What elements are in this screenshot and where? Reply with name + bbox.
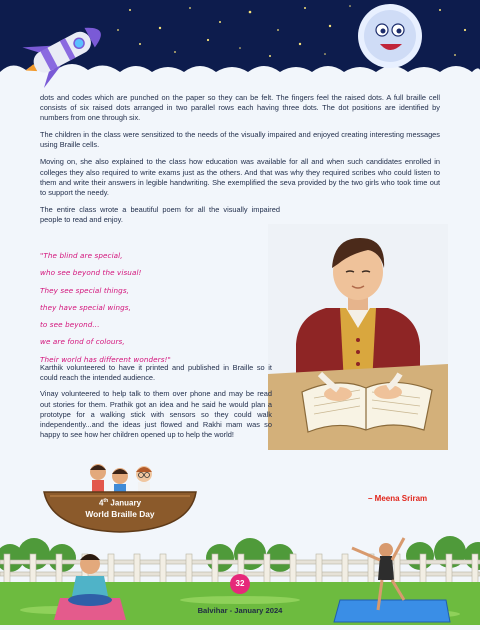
page-number-badge: 32: [230, 574, 250, 594]
poem-line: we are fond of colours,: [40, 337, 125, 347]
poem-line: they have special wings,: [40, 302, 132, 312]
footer-publication: Balvihar - January 2024: [197, 606, 283, 615]
night-sky-banner: [0, 0, 480, 92]
paragraph-braille-cell: dots and codes which are punched on the paper so they can be felt. The fingers feel the raised dots. A full braille cell consists of six raised dots arranged in two parallel rows each having three dots. The dot positions are identified by numbers from one through six.: [40, 93, 440, 123]
braille-day-date: [60, 498, 180, 508]
paragraph-vinay: Vinay volunteered to help talk to them over phone and may be read out stories for them. Prathik got an idea and he said he would plan a prototype for a walking stick with sensors so they could walk independently...and the ideas just flowed and Rakhi mam was so happy to see how her children opened up to help the world!: [40, 389, 272, 440]
poem-line: who see beyond the visual!: [40, 268, 142, 278]
date-suffix: th: [103, 498, 109, 504]
braille-day-title: World Braille Day: [85, 509, 155, 519]
date-number: 4: [98, 498, 104, 508]
date-month: January: [108, 498, 142, 508]
poem-line: "The blind are special,: [40, 251, 123, 260]
article-body: [40, 93, 440, 232]
paragraph-poem-intro: The entire class wrote a beautiful poem for all the visually impaired people to read and enjoy.: [40, 204, 280, 224]
author-signature: – Meena Sriram: [368, 494, 428, 503]
paragraph-karthik: Karthik volunteered to have it printed and published in Braille so it could reach the intended audience.: [40, 363, 272, 383]
poem-line: to see beyond...: [40, 320, 100, 330]
poem-line: They see special things,: [40, 285, 130, 295]
poem: [40, 251, 280, 372]
braille-reader-illustration: [268, 224, 448, 450]
poem-line: Their world has different wonders!": [40, 354, 171, 364]
paragraph-sensitized: The children in the class were sensitized to the needs of the visually impaired and enjoyed creating interesting messages using Braille cells.: [40, 130, 440, 150]
paragraph-education: Moving on, she also explained to the class how education was available for all and when such candidates enrolled in colleges they also required to write exams just as the others. And that was why they required scribes who could listen to them and write their answers in legible handwriting. She exemplified the seva provided by the two girls who took time out to support the needy.: [40, 157, 440, 197]
lower-article-body: [40, 363, 272, 446]
sky-illustration: [0, 0, 480, 92]
children-illustration: [90, 464, 152, 494]
moon-icon: [358, 4, 422, 68]
